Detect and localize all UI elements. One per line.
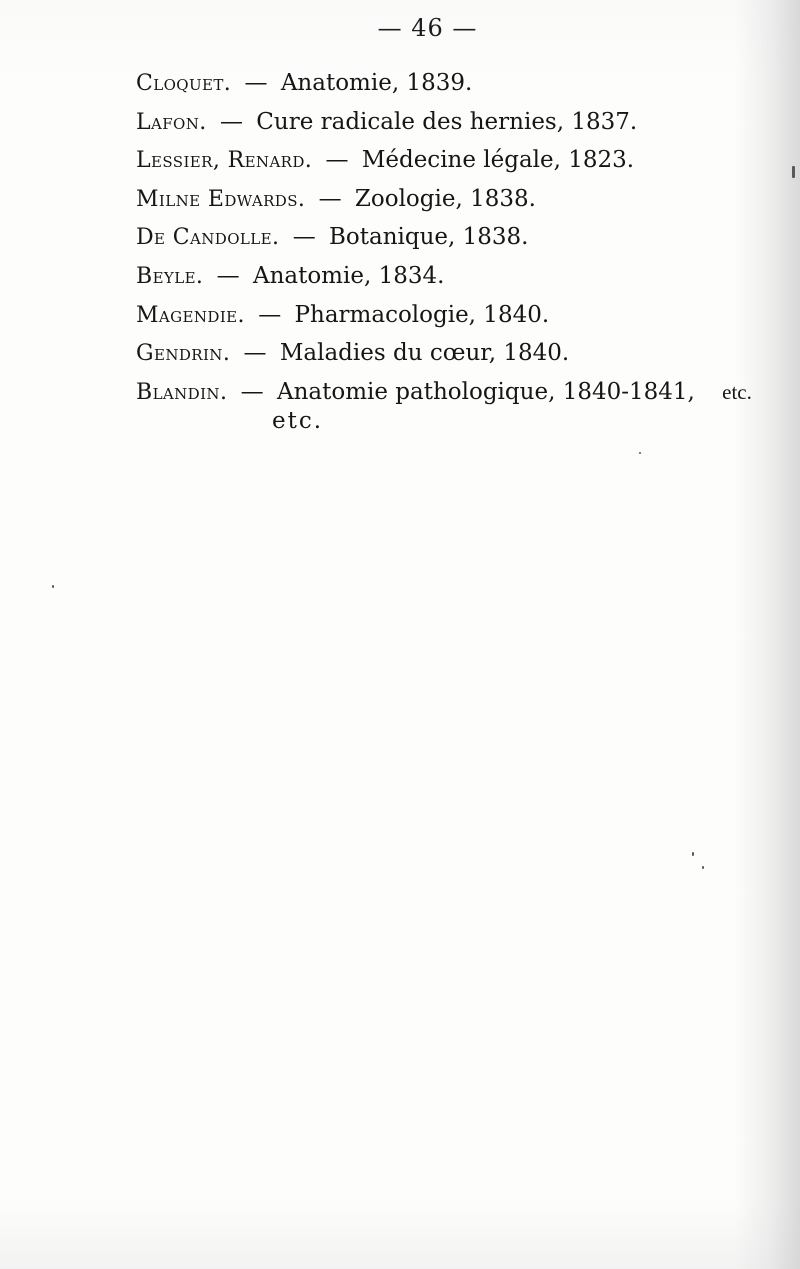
entry-author: Lessier, Renard. [136, 148, 313, 174]
entry-text: Cure radicale des hernies, 1837. [256, 108, 638, 135]
reference-entry [136, 180, 746, 219]
entry-author: Beyle. [136, 263, 204, 289]
entry-author: Milne Edwards. [136, 186, 306, 212]
entry-dash: — [292, 224, 316, 251]
entry-author: Magendie. [136, 302, 245, 328]
entry-author: Lafon. [136, 109, 207, 135]
reference-entry [136, 64, 746, 103]
entry-dash: — [219, 108, 243, 135]
entry-text: Anatomie, 1839. [280, 70, 473, 96]
reference-entry [136, 296, 746, 335]
page-number: — 46 — [377, 14, 478, 42]
reference-entry [136, 141, 746, 180]
entry-dash: — [243, 340, 267, 367]
entry-text: Botanique, 1838. [329, 224, 529, 251]
entry-dash: — [240, 378, 264, 405]
entry-dash: — [318, 185, 342, 212]
scan-speck [792, 166, 795, 178]
reference-entry [136, 334, 746, 373]
scan-speck [702, 866, 704, 869]
entry-dash: — [325, 147, 349, 174]
entry-dash: — [216, 262, 240, 289]
entry-author: De Candolle. [136, 225, 280, 251]
entry-text: Anatomie pathologique, 1840-1841, [276, 378, 695, 405]
entry-text: Zoologie, 1838. [354, 185, 536, 212]
entry-author: Cloquet. [136, 71, 232, 96]
entry-tail: etc. [722, 379, 752, 404]
reference-entry [136, 373, 752, 412]
entry-text: Pharmacologie, 1840. [294, 301, 550, 328]
scan-speck [639, 452, 641, 454]
reference-entry [136, 103, 746, 142]
entry-author: Blandin. [136, 379, 228, 405]
entry-text: Médecine légale, 1823. [361, 147, 635, 174]
entry-text: Anatomie, 1834. [252, 262, 445, 289]
scan-speck [52, 585, 54, 588]
entry-dash: — [258, 301, 282, 328]
reference-list [136, 64, 752, 411]
entry-dash: — [244, 70, 268, 96]
continuation-text: etc. [272, 408, 324, 434]
scan-speck [692, 852, 694, 856]
entry-author: Gendrin. [136, 341, 231, 367]
entry-text: Maladies du cœur, 1840. [279, 340, 570, 367]
reference-entry [136, 218, 746, 257]
reference-entry [136, 257, 746, 296]
